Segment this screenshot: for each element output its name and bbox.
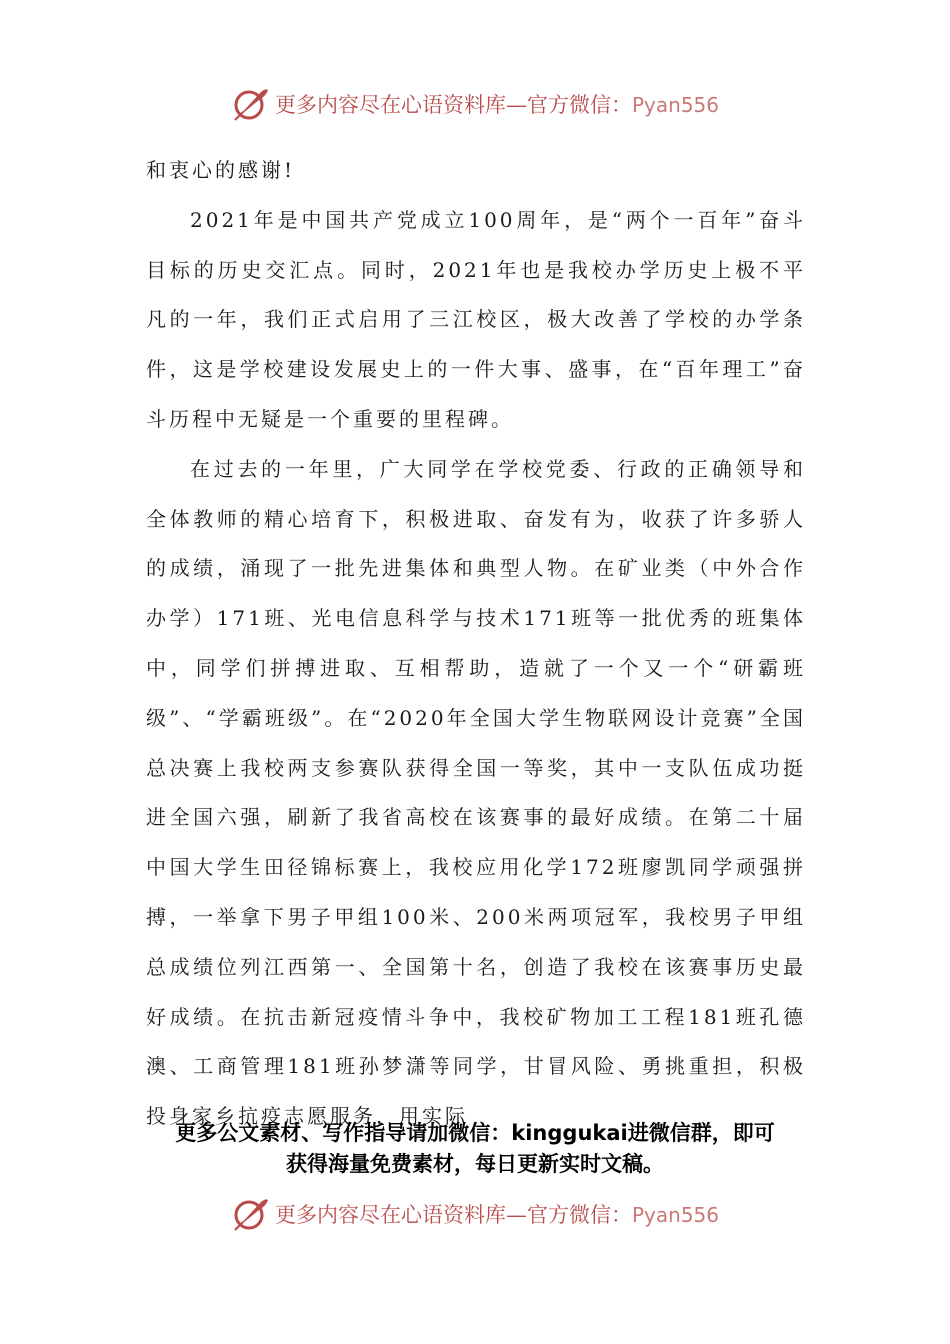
paragraph-centenary: 2021年是中国共产党成立100周年，是“两个一百年”奋斗目标的历史交汇点。同时，2021年也是我校办学历史上极不平凡的一年，我们正式启用了三江校区，极大改善了学校的办学条件，这是学校建设发展史上的一件大事、盛事，在“百年理工”奋斗历程中无疑是一个重要的里程碑。: [146, 207, 806, 431]
header-banner-text: [275, 89, 719, 119]
quill-pen-logo-icon: [231, 84, 271, 124]
footer-banner: [0, 1192, 950, 1236]
promo-notice: [100, 1118, 850, 1180]
paragraph-continuation: 和衷心的感谢!: [146, 158, 296, 182]
footer-banner-text: [275, 1199, 719, 1229]
header-banner-label: 更多内容尽在心语资料库—官方微信：: [274, 93, 632, 117]
document-body: [146, 146, 806, 1142]
header-banner: [0, 82, 950, 126]
footer-wechat-id: Pyan556: [631, 1203, 719, 1227]
promo-line-1: 更多公文素材、写作指导请加微信：kinggukai进微信群，即可: [175, 1121, 775, 1145]
quill-pen-logo-icon: [231, 1194, 271, 1234]
footer-banner-label: 更多内容尽在心语资料库—官方微信：: [274, 1203, 632, 1227]
promo-line-2: 获得海量免费素材，每日更新实时文稿。: [286, 1152, 664, 1176]
header-wechat-id: Pyan556: [631, 93, 719, 117]
paragraph-achievements: 在过去的一年里，广大同学在学校党委、行政的正确领导和全体教师的精心培育下，积极进取、奋发有为，收获了许多骄人的成绩，涌现了一批先进集体和典型人物。在矿业类（中外合作办学）171班、光电信息科学与技术171班等一批优秀的班集体中，同学们拼搏进取、互相帮助，造就了一个又一个“研霸班级”、“学霸班级”。在“2020年全国大学生物联网设计竞赛”全国总决赛上我校两支参赛队获得全国一等奖，其中一支队伍成功挺进全国六强，刷新了我省高校在该赛事的最好成绩。在第二十届中国大学生田径锦标赛上，我校应用化学172班廖凯同学顽强拼搏，一举拿下男子甲组100米、200米两项冠军，我校男子甲组总成绩位列江西第一、全国第十名，创造了我校在该赛事历史最好成绩。在抗击新冠疫情斗争中，我校矿物加工工程181班孔德澳、工商管理181班孙梦潇等同学，甘冒风险、勇挑重担，积极投身家乡抗疫志愿服务，用实际: [146, 456, 806, 1129]
